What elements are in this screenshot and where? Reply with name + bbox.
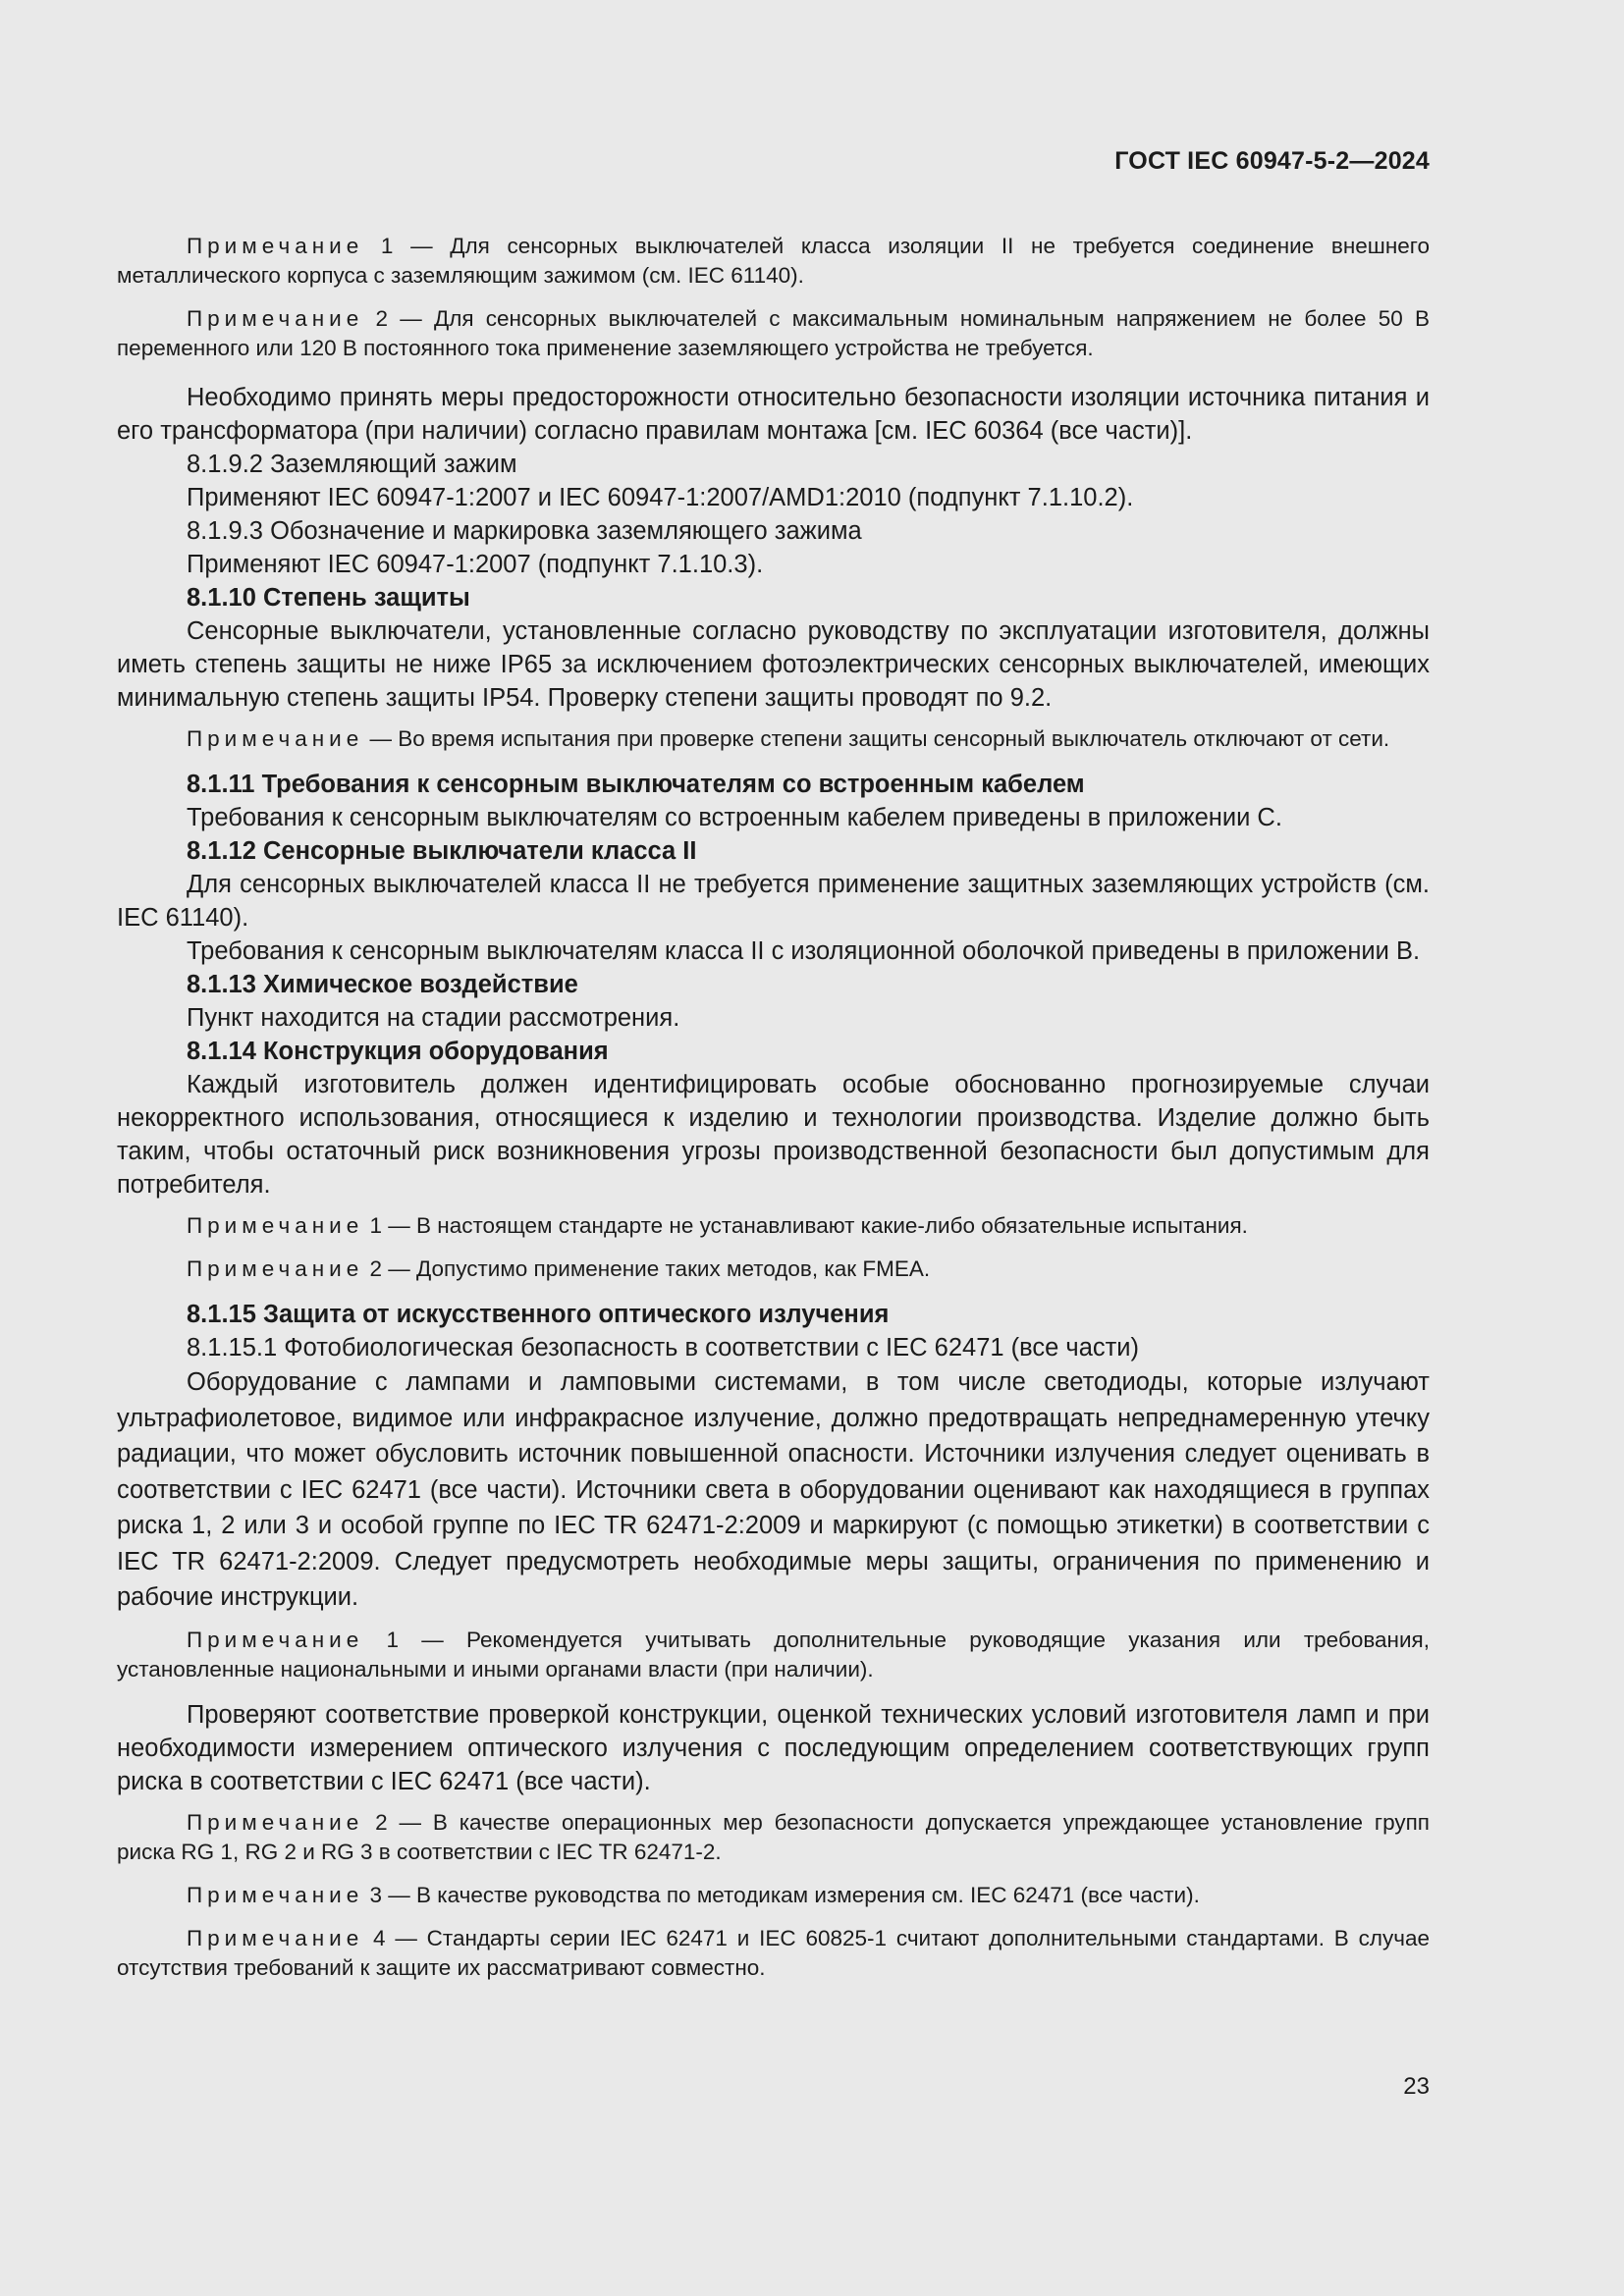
note-2 bbox=[117, 304, 1430, 363]
note-label: Примечание bbox=[187, 726, 364, 751]
note-ip-test bbox=[117, 724, 1430, 754]
note-text: 2 — Допустимо применение таких методов, как FMEA. bbox=[369, 1256, 931, 1281]
paragraph-class-ii-2: Требования к сенсорным выключателям класса II с изоляционной оболочкой приведены в приложении В. bbox=[187, 937, 1421, 965]
subclause-8-1-9-2: 8.1.9.2 Заземляющий зажим bbox=[187, 451, 517, 478]
note-guidance bbox=[117, 1626, 1430, 1684]
note-label: Примечание bbox=[187, 1809, 364, 1835]
note-standards bbox=[117, 1924, 1430, 1983]
subclause-8-1-9-3: 8.1.9.3 Обозначение и маркировка заземляющего зажима bbox=[187, 517, 862, 545]
note-label: Примечание bbox=[187, 306, 364, 331]
paragraph-chemical: Пункт находится на стадии рассмотрения. bbox=[187, 1004, 680, 1032]
document-code-header: ГОСТ IEC 60947-5-2—2024 bbox=[1114, 147, 1430, 175]
note-text: 1 — Рекомендуется учитывать дополнительные руководящие указания или требования, установленные национальными и иными органами власти (при наличии). bbox=[117, 1627, 1430, 1682]
paragraph-cable: Требования к сенсорным выключателям со встроенным кабелем приведены в приложении С. bbox=[187, 804, 1282, 831]
note-label: Примечание bbox=[187, 1213, 364, 1238]
note-tests bbox=[117, 1211, 1430, 1241]
paragraph-apply-7-1-10-2: Применяют IEC 60947-1:2007 и IEC 60947-1:2007/AMD1:2010 (подпункт 7.1.10.2). bbox=[187, 484, 1134, 511]
page-number: 23 bbox=[1403, 2073, 1430, 2100]
heading-8-1-14: 8.1.14 Конструкция оборудования bbox=[187, 1038, 609, 1065]
note-1 bbox=[117, 232, 1430, 291]
paragraph-ip-protection: Сенсорные выключатели, установленные согласно руководству по эксплуатации изготовителя, должны иметь степень защиты не ниже IP65 за исключением фотоэлектрических сенсорных выключателей, имеющих минимальную степень защиты IP54. Проверку степени защиты проводят по 9.2. bbox=[117, 617, 1430, 712]
document-body bbox=[117, 222, 1430, 1997]
note-text: — Во время испытания при проверке степени защиты сенсорный выключатель отключают от сети. bbox=[369, 726, 1390, 751]
heading-8-1-12: 8.1.12 Сенсорные выключатели класса II bbox=[187, 837, 697, 865]
note-label: Примечание bbox=[187, 1882, 364, 1907]
note-text: 2 — В качестве операционных мер безопасности допускается упреждающее установление групп риска RG 1, RG 2 и RG 3 в соответствии с IEC TR 62471-2. bbox=[117, 1809, 1430, 1864]
note-text: 1 — В настоящем стандарте не устанавливают какие-либо обязательные испытания. bbox=[369, 1213, 1248, 1238]
note-label: Примечание bbox=[187, 234, 364, 258]
heading-8-1-11: 8.1.11 Требования к сенсорным выключателям со встроенным кабелем bbox=[187, 771, 1085, 798]
paragraph-apply-7-1-10-3: Применяют IEC 60947-1:2007 (подпункт 7.1.10.3). bbox=[187, 551, 764, 578]
note-label: Примечание bbox=[187, 1256, 364, 1281]
paragraph-verification: Проверяют соответствие проверкой конструкции, оценкой технических условий изготовителя ламп и при необходимости измерением оптического излучения с последующим определением соответствующих групп риска в соответствии с IEC 62471 (все части). bbox=[117, 1700, 1430, 1795]
paragraph-insulation: Необходимо принять меры предосторожности относительно безопасности изоляции источника питания и его трансформатора (при наличии) согласно правилам монтажа [см. IEC 60364 (все части)]. bbox=[117, 384, 1430, 445]
heading-8-1-15: 8.1.15 Защита от искусственного оптического излучения bbox=[187, 1301, 890, 1328]
note-label: Примечание bbox=[187, 1627, 364, 1652]
note-risk-groups bbox=[117, 1808, 1430, 1867]
note-label: Примечание bbox=[187, 1925, 364, 1950]
paragraph-class-ii-1: Для сенсорных выключателей класса II не требуется применение защитных заземляющих устройств (см. IEC 61140). bbox=[117, 871, 1430, 932]
note-measurement bbox=[117, 1881, 1430, 1910]
heading-8-1-13: 8.1.13 Химическое воздействие bbox=[187, 971, 578, 998]
note-text: 4 — Стандарты серии IEC 62471 и IEC 60825-1 считают дополнительными стандартами. В случае отсутствия требований к защите их рассматривают совместно. bbox=[117, 1925, 1430, 1980]
heading-8-1-10: 8.1.10 Степень защиты bbox=[187, 584, 470, 612]
note-fmea bbox=[117, 1255, 1430, 1284]
note-text: 3 — В качестве руководства по методикам измерения см. IEC 62471 (все части). bbox=[369, 1882, 1200, 1907]
paragraph-misuse: Каждый изготовитель должен идентифицировать особые обоснованно прогнозируемые случаи некорректного использования, относящиеся к изделию и технологии производства. Изделие должно быть таким, чтобы остаточный риск возникновения угрозы производственной безопасности был допустимым для потребителя. bbox=[117, 1071, 1430, 1199]
note-text: 1 — Для сенсорных выключателей класса изоляции II не требуется соединение внешнего металлического корпуса с заземляющим зажимом (см. IEC 61140). bbox=[117, 234, 1430, 288]
note-text: 2 — Для сенсорных выключателей с максимальным номинальным напряжением не более 50 В переменного или 120 В постоянного тока применение заземляющего устройства не требуется. bbox=[117, 306, 1430, 360]
paragraph-optical-radiation: Оборудование с лампами и ламповыми системами, в том числе светодиоды, которые излучают ультрафиолетовое, видимое или инфракрасное излучение, должно предотвращать непреднамеренную утечку радиации, что может обусловить источник повышенной опасности. Источники излучения следует оценивать в соответствии с IEC 62471 (все части). Источники света в оборудовании оценивают как находящиеся в группах риска 1, 2 или 3 и особой группе по IEC TR 62471-2:2009 и маркируют (с помощью этикетки) в соответствии с IEC TR 62471-2:2009. Следует предусмотреть необходимые меры защиты, ограничения по применению и рабочие инструкции. bbox=[117, 1368, 1430, 1611]
subclause-8-1-15-1: 8.1.15.1 Фотобиологическая безопасность в соответствии с IEC 62471 (все части) bbox=[187, 1334, 1140, 1362]
